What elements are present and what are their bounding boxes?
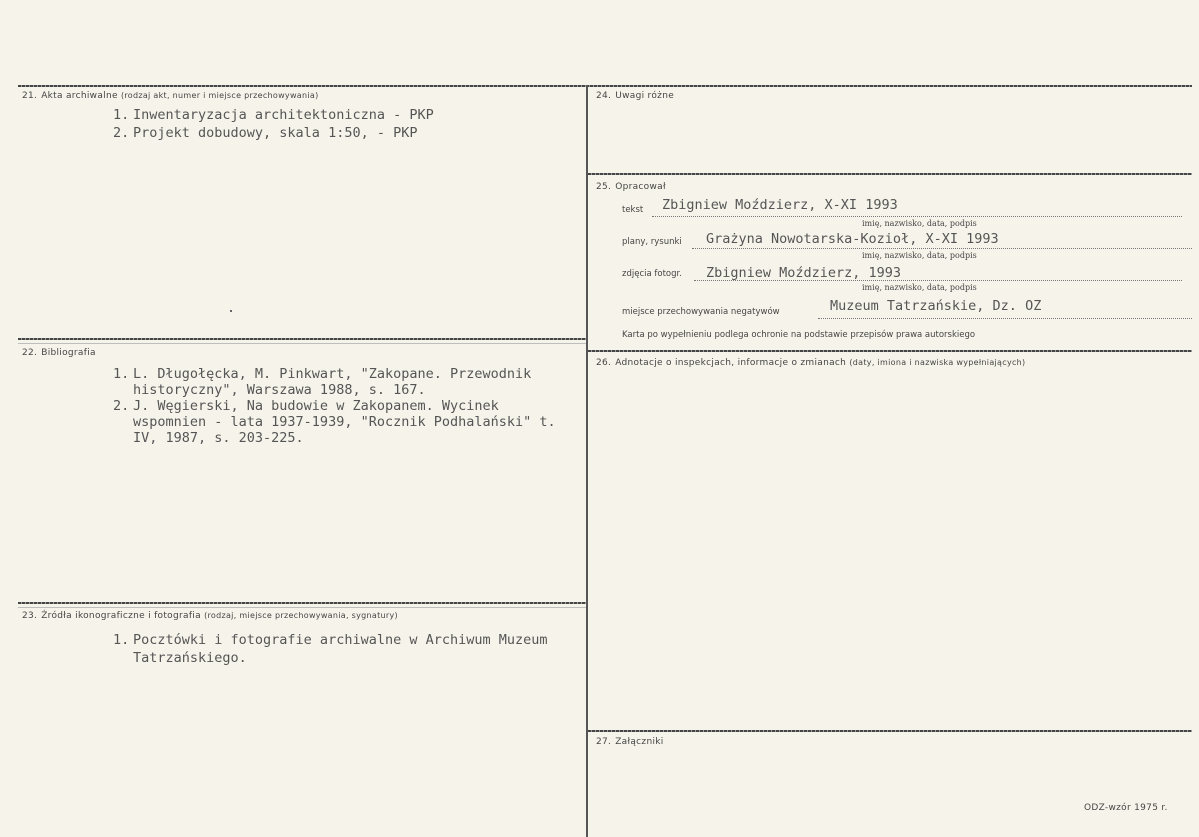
section-22-heading [22, 348, 96, 358]
section-24-title: Uwagi różne [615, 91, 675, 101]
plany-dotline [692, 247, 1192, 249]
section-21-heading [22, 91, 319, 101]
section-27-title: Załączniki [615, 737, 664, 747]
section-24-number: 24. [596, 91, 612, 101]
list-item: 1. Pocztówki i fotografie archiwalne w Archiwum Muzeum Tatrzańskiego. [113, 632, 548, 666]
negatywy-value: Muzeum Tatrzańskie, Dz. OZ [830, 298, 1042, 314]
negatywy-label: miejsce przechowywania negatywów [622, 307, 780, 317]
rule-left-23 [18, 602, 586, 604]
zdjecia-label: zdjęcia fotogr. [622, 269, 682, 279]
section-27-number: 27. [596, 737, 612, 747]
section-26-title: Adnotacje o inspekcjach, informacje o zmianach [615, 358, 847, 368]
rule-right-25 [588, 173, 1192, 175]
rule-left-22 [18, 338, 586, 340]
section-26-heading [596, 358, 1025, 368]
section-21-list [113, 106, 434, 142]
negatywy-dotline [818, 317, 1192, 319]
section-22-list [113, 366, 556, 446]
section-23-subtitle: (rodzaj, miejsce przechowywania, sygnatury) [204, 611, 398, 620]
thin-rule-left-22 [18, 343, 586, 344]
section-23-title: Źródła ikonograficzne i fotografia [41, 611, 201, 621]
section-26-number: 26. [596, 358, 612, 368]
zdjecia-value: Zbigniew Moździerz, 1993 [706, 265, 902, 281]
section-21-title: Akta archiwalne [41, 91, 118, 101]
tekst-dotline [652, 215, 1182, 217]
section-25-number: 25. [596, 182, 612, 192]
tekst-label: tekst [622, 205, 644, 215]
stray-mark [230, 310, 232, 312]
rule-right-26 [588, 350, 1192, 352]
zdjecia-hint: imię, nazwisko, data, podpis [862, 283, 977, 292]
top-rule [18, 85, 1192, 87]
section-26-subtitle: (daty, imiona i nazwiska wypełniających) [849, 358, 1026, 367]
section-25-title: Opracował [615, 182, 666, 192]
section-25-heading [596, 182, 666, 192]
section-23-list [113, 631, 548, 667]
thin-rule-left-23 [18, 607, 586, 608]
section-22-title: Bibliografia [41, 348, 96, 358]
tekst-hint: imię, nazwisko, data, podpis [862, 219, 977, 228]
plany-value: Grażyna Nowotarska-Kozioł, X-XI 1993 [706, 231, 999, 247]
center-divider [586, 85, 588, 837]
section-27-heading [596, 737, 664, 747]
tekst-value: Zbigniew Moździerz, X-XI 1993 [662, 197, 898, 213]
section-21-number: 21. [22, 91, 38, 101]
form-imprint: ODZ-wzór 1975 r. [1084, 803, 1168, 813]
rule-right-27 [588, 730, 1192, 732]
copyright-note: Karta po wypełnieniu podlega ochronie na podstawie przepisów prawa autorskiego [622, 330, 976, 340]
plany-hint: imię, nazwisko, data, podpis [862, 251, 977, 260]
list-item: 1. Inwentaryzacja architektoniczna - PKP [113, 107, 434, 123]
section-23-heading [22, 611, 398, 621]
list-item: 1. L. Długołęcka, M. Pinkwart, "Zakopane. Przewodnik historyczny", Warszawa 1988, s. 167. [113, 366, 532, 398]
list-item: 2. Projekt dobudowy, skala 1:50, - PKP [113, 125, 418, 141]
plany-label: plany, rysunki [622, 237, 682, 247]
section-21-subtitle: (rodzaj akt, numer i miejsce przechowywania) [120, 91, 319, 100]
section-23-number: 23. [22, 611, 38, 621]
section-24-heading [596, 91, 674, 101]
section-22-number: 22. [22, 348, 38, 358]
list-item: 2. J. Węgierski, Na budowie w Zakopanem. Wycinek wspomnien - lata 1937-1939, "Rocznik Podhalański" t. IV, 1987, s. 203-225. [113, 398, 556, 446]
